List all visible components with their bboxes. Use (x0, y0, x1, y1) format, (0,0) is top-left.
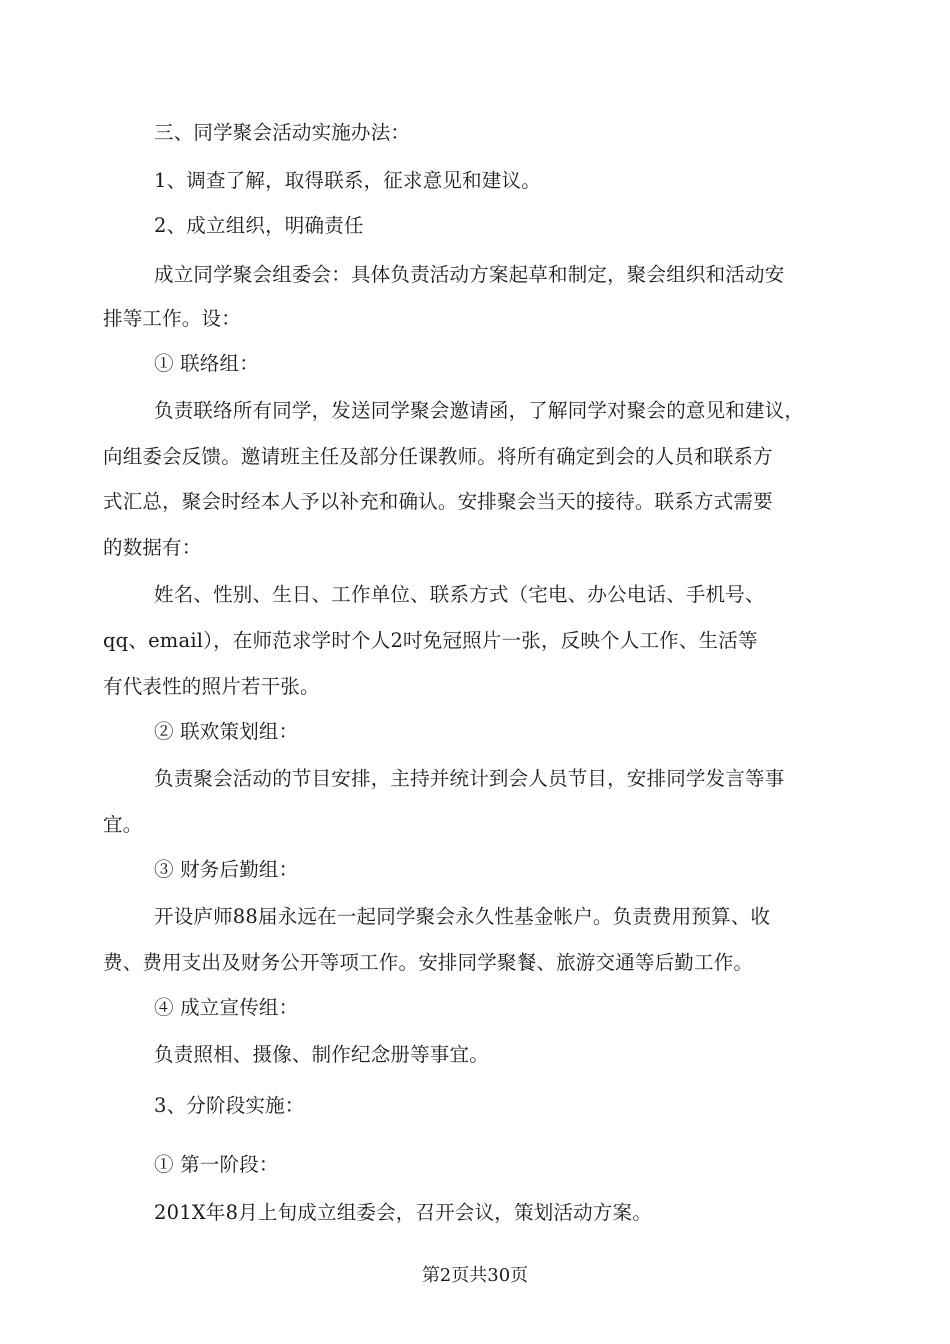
paragraph-line: 1、调查了解，取得联系，征求意见和建议。 (154, 169, 541, 192)
subheading: ④ 成立宣传组： (154, 996, 299, 1019)
paragraph-line: 式汇总，聚会时经本人予以补充和确认。安排聚会当天的接待。联系方式需要 (103, 490, 773, 513)
subheading: ③ 财务后勤组： (154, 858, 299, 881)
paragraph-line: 负责聚会活动的节目安排，主持并统计到会人员节目，安排同学发言等事 (154, 767, 785, 790)
subheading: ① 第一阶段： (154, 1153, 279, 1176)
paragraph-line: 201X年8月上旬成立组委会，召开会议，策划活动方案。 (154, 1201, 652, 1224)
paragraph-line: 排等工作。设： (103, 307, 241, 330)
section-heading: 三、同学聚会活动实施办法： (154, 121, 411, 144)
paragraph-line: qq、email），在师范求学时个人2吋免冠照片一张，反映个人工作、生活等 (103, 629, 758, 652)
paragraph-line: 有代表性的照片若干张。 (103, 675, 320, 698)
subheading: ② 联欢策划组： (154, 720, 299, 743)
paragraph-line: 负责照相、摄像、制作纪念册等事宜。 (154, 1043, 489, 1066)
paragraph-line: 负责联络所有同学，发送同学聚会邀请函，了解同学对聚会的意见和建议， (154, 399, 805, 422)
paragraph-line: 宜。 (103, 813, 143, 836)
paragraph-line: 开设庐师88届永远在一起同学聚会永久性基金帐户。负责费用预算、收 (154, 905, 771, 928)
paragraph-line: 姓名、性别、生日、工作单位、联系方式（宅电、办公电话、手机号、 (154, 583, 765, 606)
paragraph-line: 费、费用支出及财务公开等项工作。安排同学聚餐、旅游交通等后勤工作。 (103, 951, 754, 974)
paragraph-line: 的数据有： (103, 536, 202, 559)
subheading: ① 联络组： (154, 352, 259, 375)
page-footer: 第2页共30页 (421, 1265, 529, 1286)
paragraph-line: 2、成立组织，明确责任 (154, 214, 364, 237)
paragraph-line: 成立同学聚会组委会：具体负责活动方案起草和制定，聚会组织和活动安 (154, 263, 785, 286)
paragraph-line: 3、分阶段实施： (154, 1094, 305, 1117)
paragraph-line: 向组委会反馈。邀请班主任及部分任课教师。将所有确定到会的人员和联系方 (103, 445, 773, 468)
